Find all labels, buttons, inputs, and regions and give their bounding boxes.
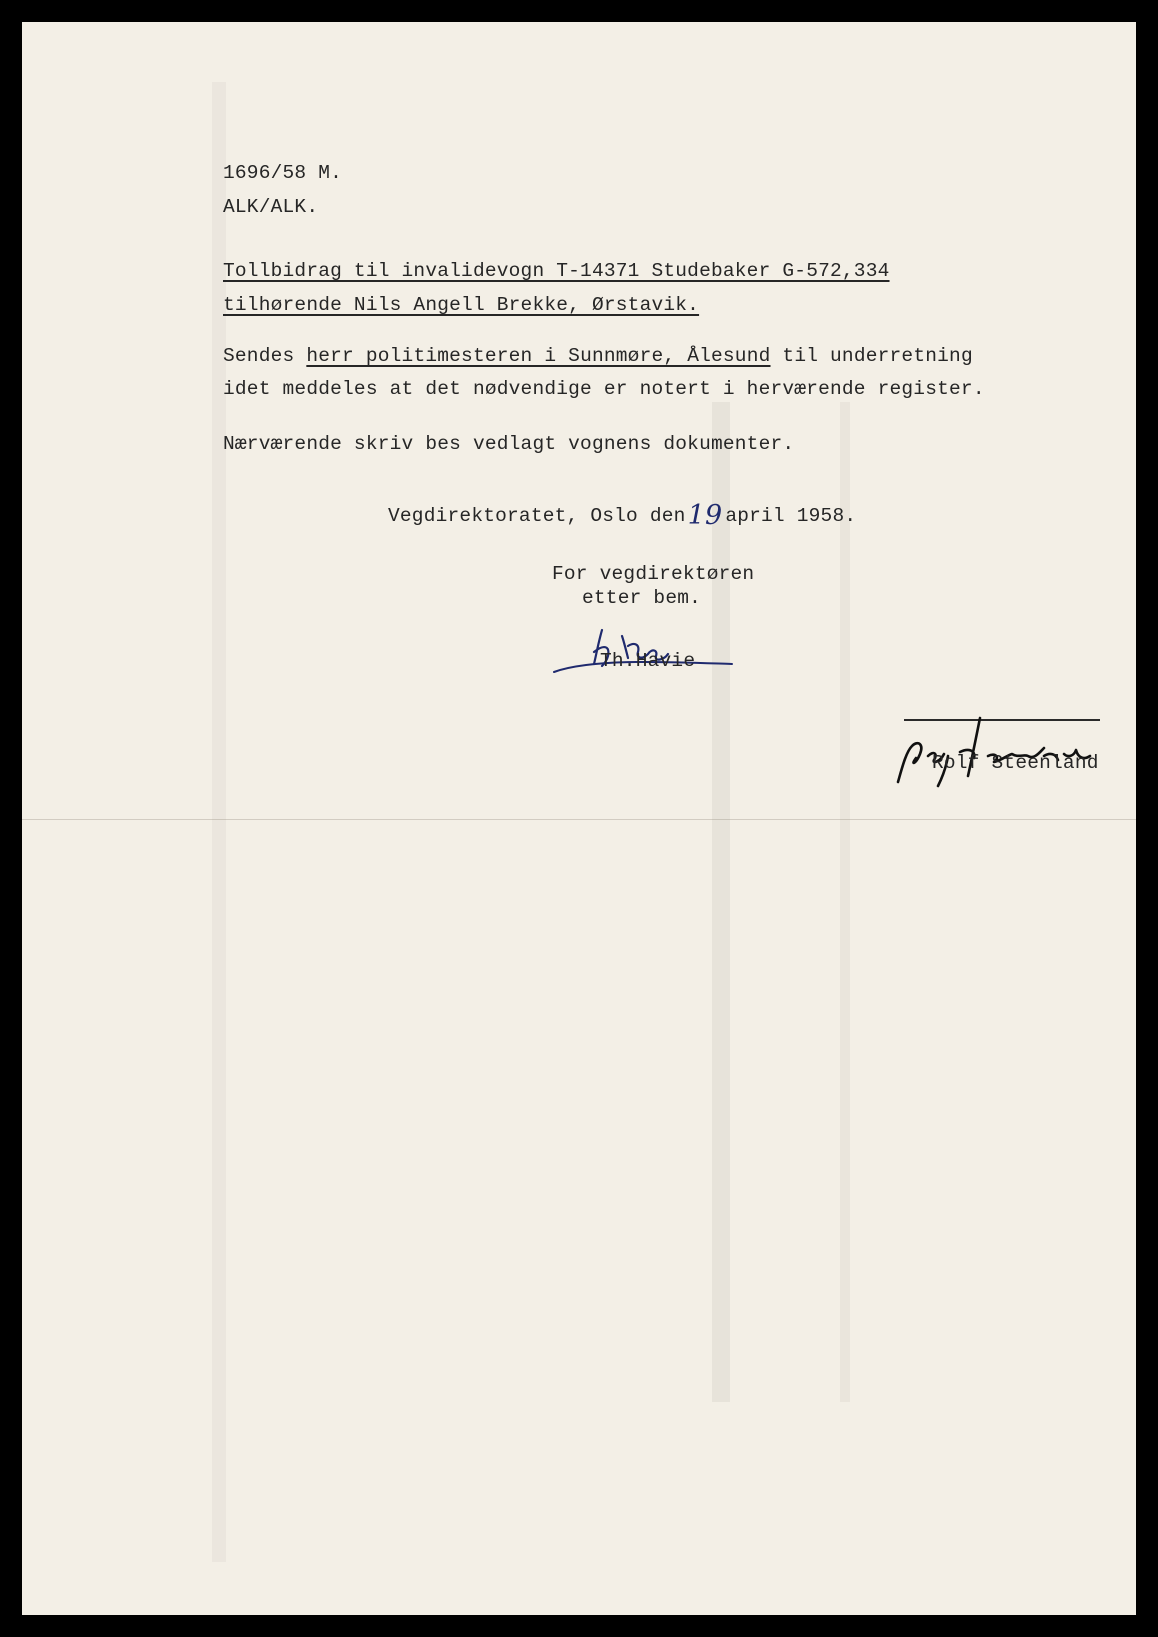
document-page bbox=[22, 22, 1136, 1615]
place-date bbox=[388, 499, 857, 531]
subject-line-1: Tollbidrag til invalidevogn T-14371 Studebaker G-572,334 bbox=[223, 260, 890, 282]
on-behalf-line-1: For vegdirektøren bbox=[552, 563, 755, 585]
on-behalf-line-2: etter bem. bbox=[582, 587, 702, 609]
signatory-1-name: Th.Havie bbox=[600, 650, 696, 672]
bleed-through-stamp bbox=[712, 402, 850, 1402]
recipient: herr politimesteren i Sunnmøre, Ålesund bbox=[306, 345, 771, 367]
body-line-1-end: til underretning bbox=[770, 345, 973, 367]
body-line-2: idet meddeles at det nødvendige er notert i herværende register. bbox=[223, 378, 985, 400]
reference-number: 1696/58 M. bbox=[223, 162, 343, 184]
handwritten-day: 19 bbox=[687, 500, 723, 531]
fold-line bbox=[22, 819, 1136, 820]
signatory-2-name: Rolf Steenland bbox=[932, 752, 1099, 774]
initials: ALK/ALK. bbox=[223, 196, 319, 218]
body-line-1 bbox=[223, 347, 973, 367]
place-date-prefix: Vegdirektoratet, Oslo den bbox=[388, 505, 686, 527]
place-date-suffix: april 1958. bbox=[725, 505, 857, 527]
body-line-3: Nærværende skriv bes vedlagt vognens dokumenter. bbox=[223, 433, 795, 455]
body-line-1-start: Sendes bbox=[223, 345, 307, 367]
subject-line-2: tilhørende Nils Angell Brekke, Ørstavik. bbox=[223, 294, 700, 316]
